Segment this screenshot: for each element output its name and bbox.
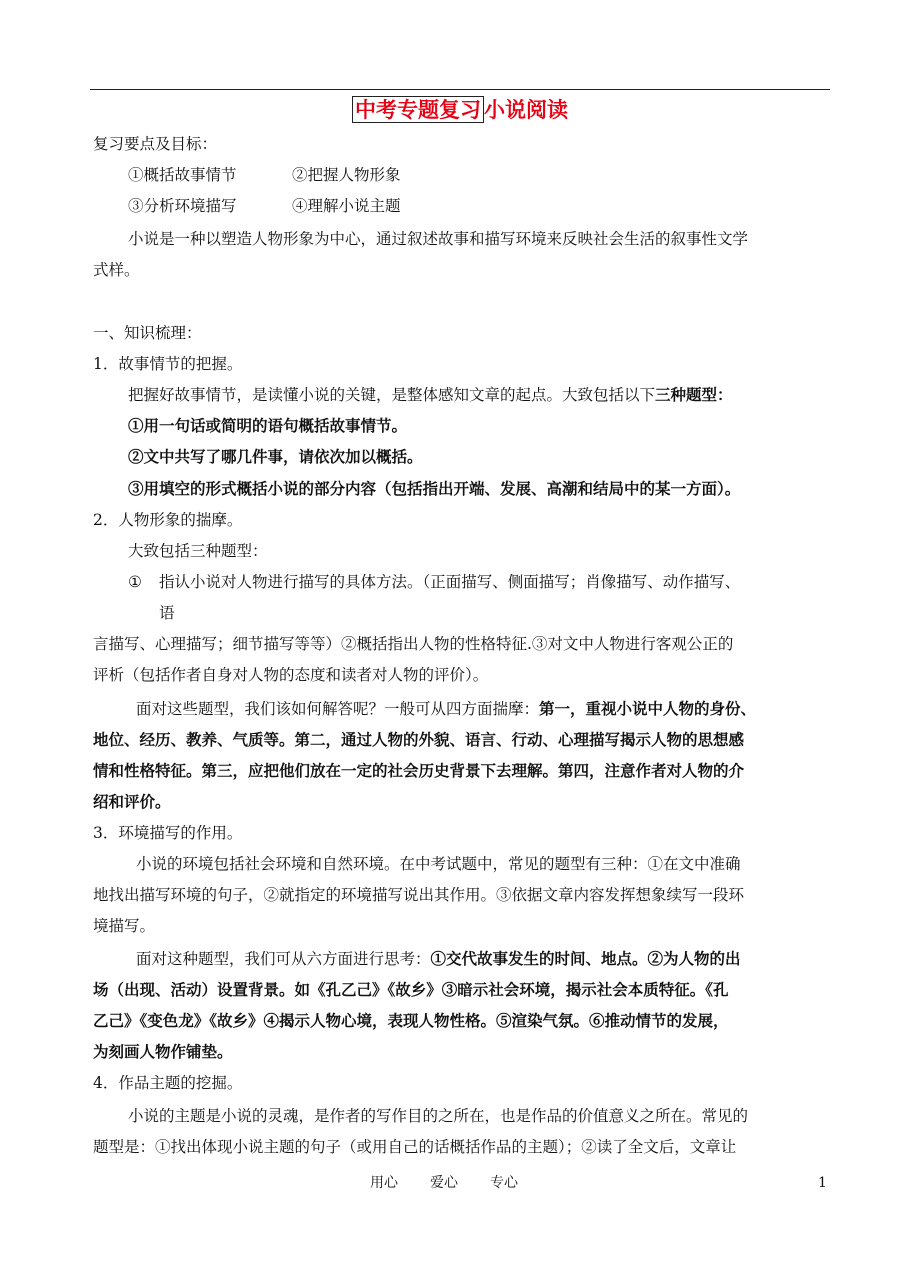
paragraph-line: 评析（包括作者自身对人物的态度和读者对人物的评价）。 <box>93 666 489 684</box>
goal-item: ①概括故事情节 <box>128 166 237 184</box>
subsection-heading: 3．环境描写的作用。 <box>93 824 243 842</box>
paragraph-line: 指认小说对人物进行描写的具体方法。（正面描写、侧面描写；肖像描写、动作描写、 <box>159 573 741 591</box>
subsection-heading: 1．故事情节的把握。 <box>93 355 243 373</box>
page-title <box>0 94 920 126</box>
header-rule <box>90 89 830 90</box>
paragraph-line: 语 <box>159 604 175 622</box>
question-type: ①用一句话或简明的语句概括故事情节。 <box>128 416 408 435</box>
text-run: 面对这种题型，我们可从六方面进行思考： <box>136 950 431 968</box>
paragraph-line: 绍和评价。 <box>93 792 171 811</box>
paragraph-line: 小说是一种以塑造人物形象为中心，通过叙述故事和描写环境来反映社会生活的叙事性文学 <box>128 230 749 248</box>
text-run: 面对这些题型，我们该如何解答呢？一般可从四方面揣摩： <box>136 700 540 718</box>
text-run-bold: 第一，重视小说中人物的身份、 <box>539 699 757 718</box>
paragraph-line: 场（出现、活动）设置背景。如《孔乙己》《故乡》③暗示社会环境，揭示社会本质特征。《孔 <box>93 980 729 999</box>
paragraph-line: 式样。 <box>93 261 140 279</box>
paragraph-line: 乙己》《变色龙》《故乡》④揭示人物心境，表现人物性格。⑤渲染气氛。⑥推动情节的发展， <box>93 1011 729 1030</box>
paragraph-line: 境描写。 <box>93 917 156 935</box>
footer-motto: 用心 <box>370 1175 398 1191</box>
title-rest: 小说阅读 <box>484 97 568 122</box>
paragraph-line: 为刻画人物作铺垫。 <box>93 1042 233 1061</box>
goal-item: ③分析环境描写 <box>128 197 237 215</box>
paragraph-line: 言描写、心理描写；细节描写等等）②概括指出人物的性格特征.③对文中人物进行客观公正的 <box>93 635 734 653</box>
section-heading: 一、知识梳理： <box>93 324 202 342</box>
goal-item: ②把握人物形象 <box>292 166 401 184</box>
paragraph-line <box>128 383 733 407</box>
question-type: ③用填空的形式概括小说的部分内容（包括指出开端、发展、高潮和结局中的某一方面）。 <box>128 479 741 498</box>
goal-item: ④理解小说主题 <box>292 197 401 215</box>
footer-motto: 专心 <box>490 1175 518 1191</box>
paragraph-line: 小说的主题是小说的灵魂，是作者的写作目的之所在，也是作品的价值意义之所在。常见的 <box>128 1107 749 1125</box>
paragraph-line: 小说的环境包括社会环境和自然环境。在中考试题中，常见的题型有三种：①在文中准确 <box>136 855 741 873</box>
page-number: 1 <box>818 1175 827 1191</box>
paragraph-line: 地位、经历、教养、气质等。第二，通过人物的外貌、语言、行动、心理描写揭示人物的思想感 <box>93 730 745 749</box>
text-run-bold: ①交代故事发生的时间、地点。②为人物的出 <box>430 949 741 968</box>
paragraph-line: 地找出描写环境的句子，②就指定的环境描写说出其作用。③依据文章内容发挥想象续写一段环 <box>93 886 745 904</box>
text-run: 把握好故事情节，是读懂小说的关键，是整体感知文章的起点。大致包括以下 <box>128 386 656 404</box>
paragraph-line: 题型是：①找出体现小说主题的句子（或用自己的话概括作品的主题）；②读了全文后，文章让 <box>93 1138 737 1156</box>
text-run-bold: 三种题型： <box>655 385 733 404</box>
subsection-heading: 4．作品主题的挖掘。 <box>93 1074 243 1092</box>
paragraph-line: 大致包括三种题型： <box>128 542 268 560</box>
paragraph-line <box>136 697 756 721</box>
footer-motto: 爱心 <box>430 1175 458 1191</box>
paragraph-line: 情和性格特征。第三，应把他们放在一定的社会历史背景下去理解。第四，注意作者对人物的介 <box>93 761 745 780</box>
question-type: ②文中共写了哪几件事，请依次加以概括。 <box>128 447 423 466</box>
title-boxed-part: 中考专题复习 <box>352 96 484 123</box>
goals-heading: 复习要点及目标： <box>93 135 218 153</box>
subsection-heading: 2．人物形象的揣摩。 <box>93 511 243 529</box>
paragraph-line <box>136 947 741 971</box>
list-number: ① <box>128 573 142 591</box>
